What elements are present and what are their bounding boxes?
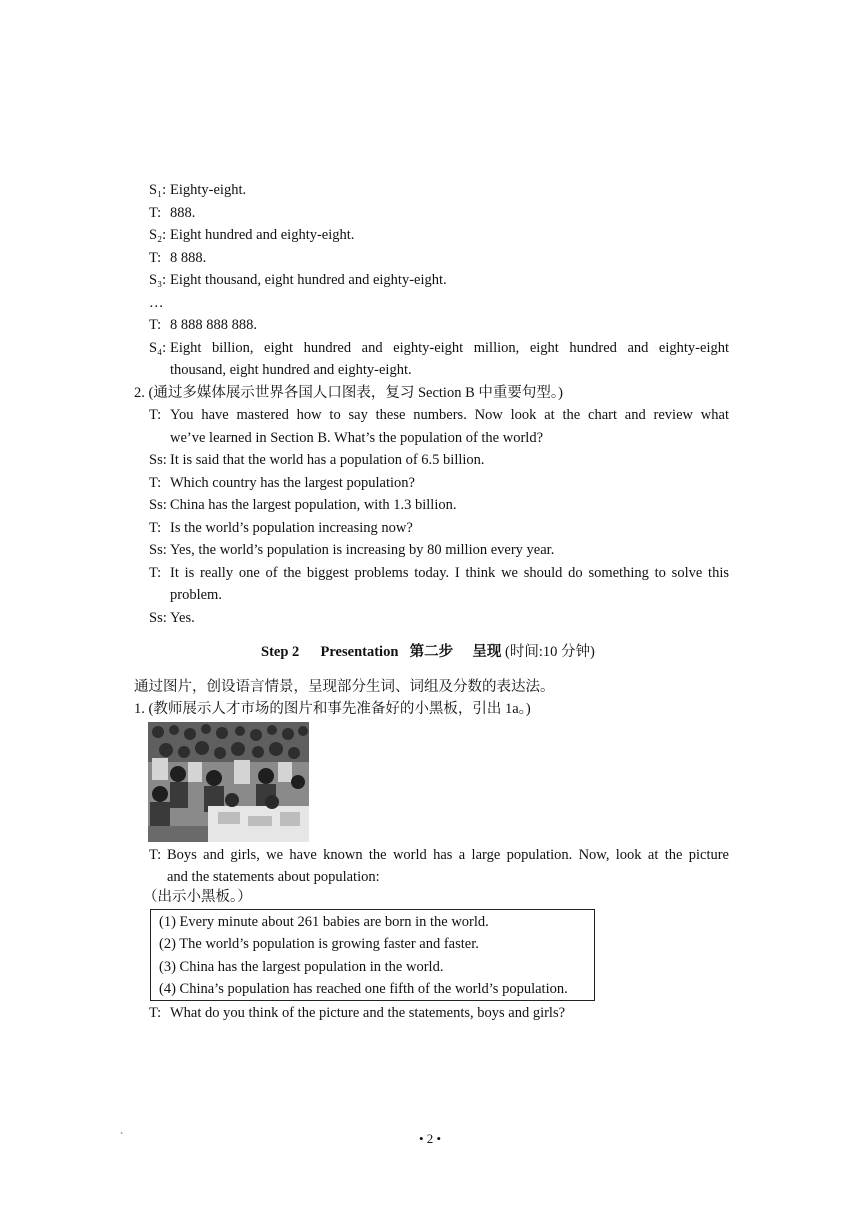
- step-time: (时间:10 分钟): [505, 644, 595, 660]
- dialogue-text-continued: we’ve learned in Section B. What’s the population of the world?: [170, 430, 544, 446]
- dialogue-text: Which country has the largest population?: [170, 475, 415, 491]
- step-heading: [261, 642, 595, 662]
- dialogue-text-continued: and the statements about population:: [167, 869, 380, 885]
- speaker-label: T:: [149, 1005, 162, 1021]
- dialogue-text: 8 888.: [170, 250, 207, 266]
- speaker-label: T:: [149, 475, 162, 491]
- speaker-label: Ss:: [149, 610, 167, 626]
- dialogue-text: Is the world’s population increasing now?: [170, 520, 413, 536]
- speaker-label: Ss:: [149, 452, 167, 468]
- step-label: Step 2: [261, 644, 300, 660]
- dialogue-text-continued: problem.: [170, 587, 222, 603]
- step-title-cn: 第二步: [409, 644, 454, 660]
- speaker-label: T:: [149, 565, 162, 581]
- speaker-label: Ss:: [149, 542, 167, 558]
- dialogue-text: Eight thousand, eight hundred and eighty-eight.: [170, 272, 447, 288]
- speaker-label: S₄:: [149, 340, 167, 356]
- speaker-label: T:: [149, 847, 162, 863]
- dialogue-text: You have mastered how to say these numbers. Now look at the chart and review what: [170, 407, 729, 423]
- dialogue-text: Eight hundred and eighty-eight.: [170, 227, 355, 243]
- speaker-label: S₁:: [149, 182, 167, 198]
- footer-mark: `: [120, 1132, 124, 1143]
- dialogue-text: Yes, the world’s population is increasing by 80 million every year.: [170, 542, 555, 558]
- speaker-label: S₃:: [149, 272, 167, 288]
- step-intro: 通过图片，创设语言情景，呈现部分生词、词组及分数的表达法。: [134, 679, 555, 695]
- speaker-label: T:: [149, 205, 162, 221]
- speaker-label: T:: [149, 407, 162, 423]
- dialogue-text: What do you think of the picture and the statements, boys and girls?: [170, 1005, 566, 1021]
- step-title-cn-2: 呈现: [472, 644, 502, 660]
- statement-item: (3) China has the largest population in the world.: [159, 959, 444, 975]
- job-market-photo: [148, 722, 309, 842]
- speaker-label: T:: [149, 317, 162, 333]
- item-1-instruction: 1. (教师展示人才市场的图片和事先准备好的小黑板，引出 1a。): [134, 701, 531, 717]
- speaker-label: Ss:: [149, 497, 167, 513]
- statement-item: (2) The world’s population is growing faster and faster.: [159, 936, 479, 952]
- dialogue-text: Eighty-eight.: [170, 182, 247, 198]
- dialogue-text: It is really one of the biggest problems today. I think we should do something to solve this: [170, 565, 729, 581]
- statement-item: (1) Every minute about 261 babies are born in the world.: [159, 914, 489, 930]
- item-2-instruction: 2. (通过多媒体展示世界各国人口图表，复习 Section B 中重要句型。): [134, 385, 563, 401]
- speaker-label: T:: [149, 520, 162, 536]
- statement-item: (4) China’s population has reached one fifth of the world’s population.: [159, 981, 568, 997]
- dialogue-text: Boys and girls, we have known the world has a large population. Now, look at the picture: [167, 847, 729, 863]
- speaker-label: T:: [149, 250, 162, 266]
- dialogue-text: 888.: [170, 205, 196, 221]
- dialogue-text: 8 888 888 888.: [170, 317, 257, 333]
- blackboard-statements: [150, 909, 595, 1001]
- dialogue-text: Eight billion, eight hundred and eighty-eight million, eight hundred and eighty-eight: [170, 340, 729, 356]
- step-title-en: Presentation: [320, 644, 399, 660]
- dialogue-text: China has the largest population, with 1.3 billion.: [170, 497, 457, 513]
- board-note: （出示小黑板。）: [143, 889, 252, 905]
- ellipsis: …: [149, 295, 164, 311]
- dialogue-text: Yes.: [170, 610, 195, 626]
- dialogue-text-continued: thousand, eight hundred and eighty-eight.: [170, 362, 412, 378]
- dialogue-text: It is said that the world has a population of 6.5 billion.: [170, 452, 485, 468]
- page-number: • 2 •: [418, 1131, 442, 1146]
- speaker-label: S₂:: [149, 227, 167, 243]
